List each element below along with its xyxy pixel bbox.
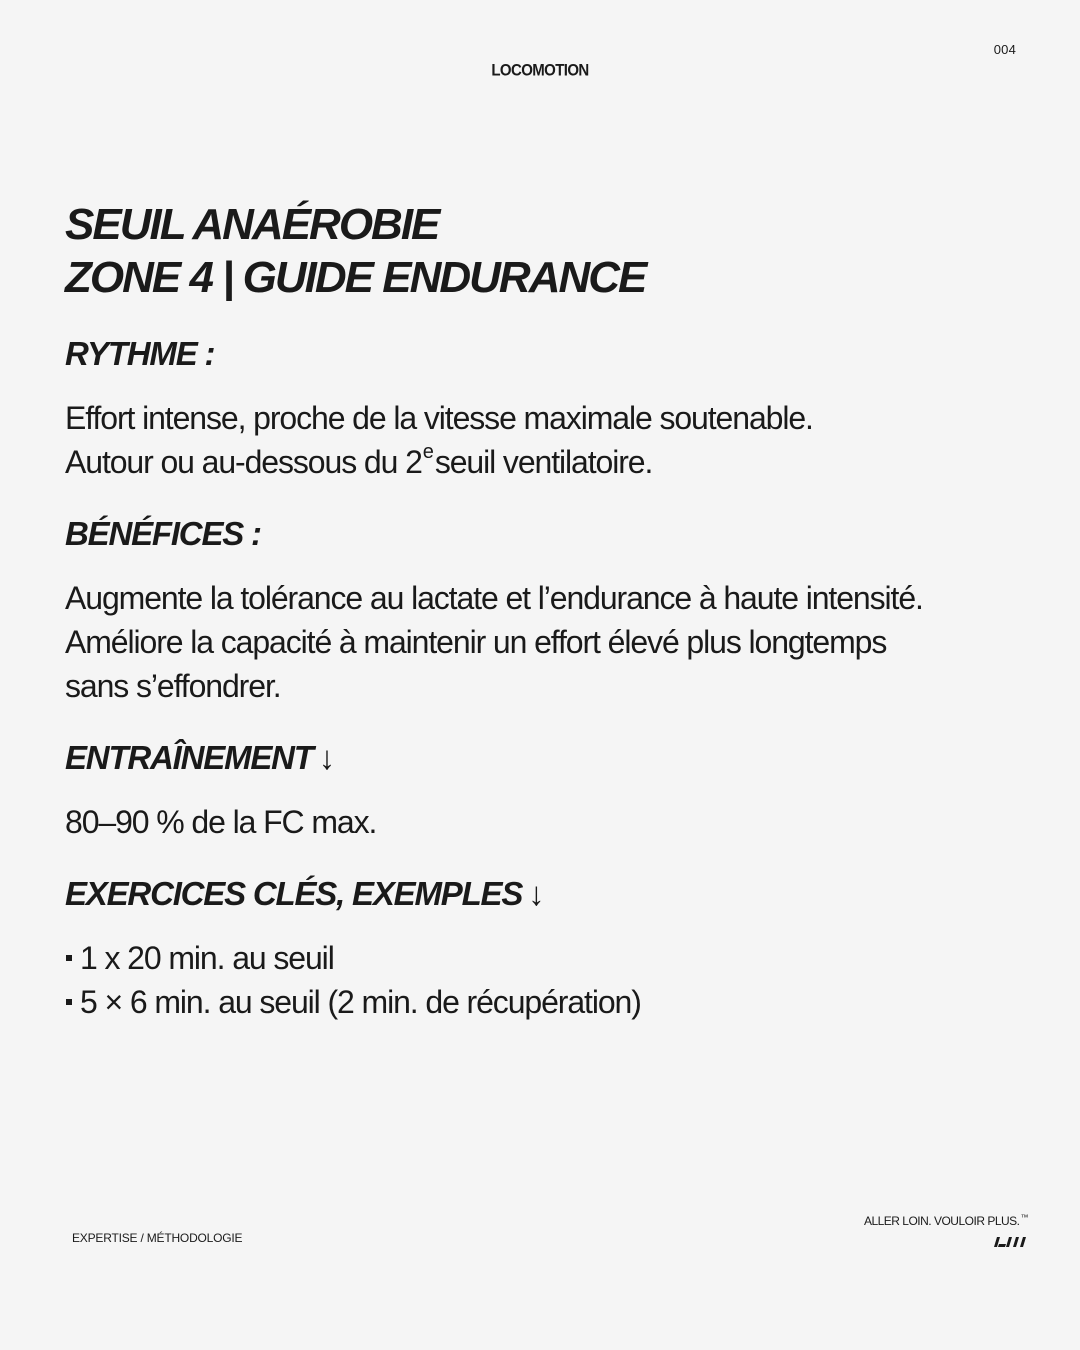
rythme-line-1: Effort intense, proche de la vitesse maximale soutenable. [65,400,813,436]
list-item [65,936,1025,980]
main-content [65,198,1025,1024]
entrainement-heading [65,736,1025,780]
title-line-1: SEUIL ANAÉROBIE [65,200,439,249]
exercices-heading [65,872,1025,916]
rythme-text [65,396,1025,484]
rythme-line-2-end: seuil ventilatoire. [434,444,653,480]
exercise-list [65,936,1025,1024]
entrainement-heading-label: ENTRAÎNEMENT [65,739,313,776]
exercise-item-text: 5 × 6 min. au seuil (2 min. de récupération) [80,984,641,1020]
bullet-icon [66,999,72,1005]
exercise-item-text: 1 x 20 min. au seuil [80,940,334,976]
ordinal-superscript: e [422,441,433,464]
benefices-line-2: Améliore la capacité à maintenir un effort élevé plus longtemps [65,624,887,660]
footer-tagline [864,1213,1028,1248]
title-line-2: ZONE 4 | GUIDE ENDURANCE [65,253,646,302]
arrow-down-icon: ↓ [318,739,335,776]
tagline-text: ALLER LOIN. VOULOIR PLUS. [863,1214,1020,1228]
benefices-line-1: Augmente la tolérance au lactate et l’endurance à haute intensité. [65,580,923,616]
brand-slashes-icon [994,1236,1028,1248]
exercices-heading-label: EXERCICES CLÉS, EXEMPLES [65,875,523,912]
bullet-icon [66,955,72,961]
list-item [65,980,1025,1024]
trademark-symbol: ™ [1020,1213,1028,1222]
rythme-heading: RYTHME : [65,335,215,372]
footer-category: EXPERTISE / MÉTHODOLOGIE [72,1231,243,1245]
benefices-text [65,576,1025,708]
benefices-heading: BÉNÉFICES : [65,515,261,552]
entrainement-text: 80–90 % de la FC max. [65,804,377,840]
arrow-down-icon: ↓ [528,875,544,912]
benefices-line-3: sans s’effondrer. [65,668,281,704]
brand-logo: LOCOMOTION [491,61,589,80]
page-title [65,198,1025,304]
page-number: 004 [993,42,1016,57]
rythme-line-2-start: Autour ou au-dessous du 2 [65,444,422,480]
